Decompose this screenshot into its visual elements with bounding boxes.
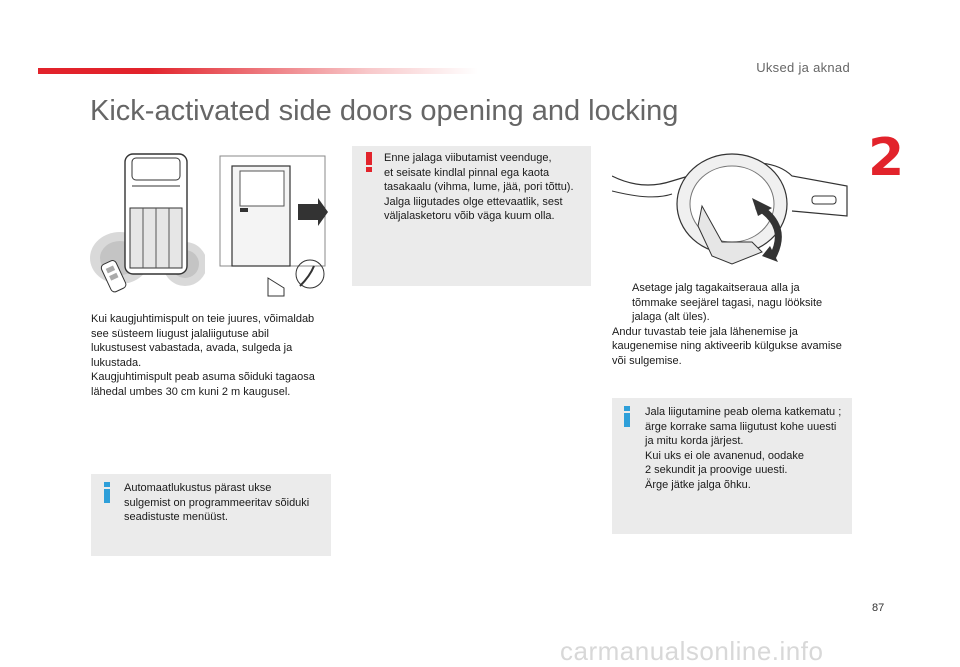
header-accent-bar [38,68,478,74]
watermark: carmanualsonline.info [560,636,824,666]
intro-paragraph: Kui kaugjuhtimispult on teie juures, võimaldab see süsteem liugust jalaliigutuse abil lukustusest vabastada, avada, sulgeda ja lukustada. Kaugjuhtimispult peab asuma sõiduki tagaosa lähedal umbes 30 cm kuni 2 m kaugusel. [91,313,315,398]
van-top-view-illustration [90,146,205,302]
page-title: Kick-activated side doors opening and locking [90,95,679,127]
chapter-title: Uksed ja aknad [756,60,850,75]
page-number: 87 [872,602,885,614]
info-box-foot-movement-text: Jala liigutamine peab olema katkematu ; ärge korrake sama liigutust kohe uuesti ja mitu korda järjest. Kui uks ei ole avanenud, oodake 2 sekundit ja proovige uuesti. Ärge jätke jalga õhku. [645,406,842,491]
foot-under-bumper-illustration [612,146,852,268]
warning-icon [366,152,372,172]
instruction-bullet-text: Asetage jalg tagakaitseraua alla ja tõmmake seejärel tagasi, nagu lööksite jalaga (alt üles). [632,282,823,323]
info-icon [104,482,110,503]
sensor-paragraph: Andur tuvastab teie jala lähenemise ja kaugenemise ning aktiveerib külgukse avamise või sulgemise. [612,325,842,367]
info-box-autolock-text: Automaatlukustus pärast ukse sulgemist on programmeeritav sõiduki seadistuste menüüst. [124,482,310,523]
info-icon [624,406,630,427]
warning-box-text: Enne jalaga viibutamist veenduge, et seisate kindlal pinnal ega kaota tasakaalu (vihma, lume, jää, pori tõttu). Jalga liigutades olge ettevaatlik, sest väljalasketoru võib väga kuum olla. [384,152,574,222]
chapter-number: 2 [868,128,905,188]
right-instructions [612,281,857,368]
sliding-door-illustration [210,146,332,302]
instruction-bullet [612,281,857,325]
